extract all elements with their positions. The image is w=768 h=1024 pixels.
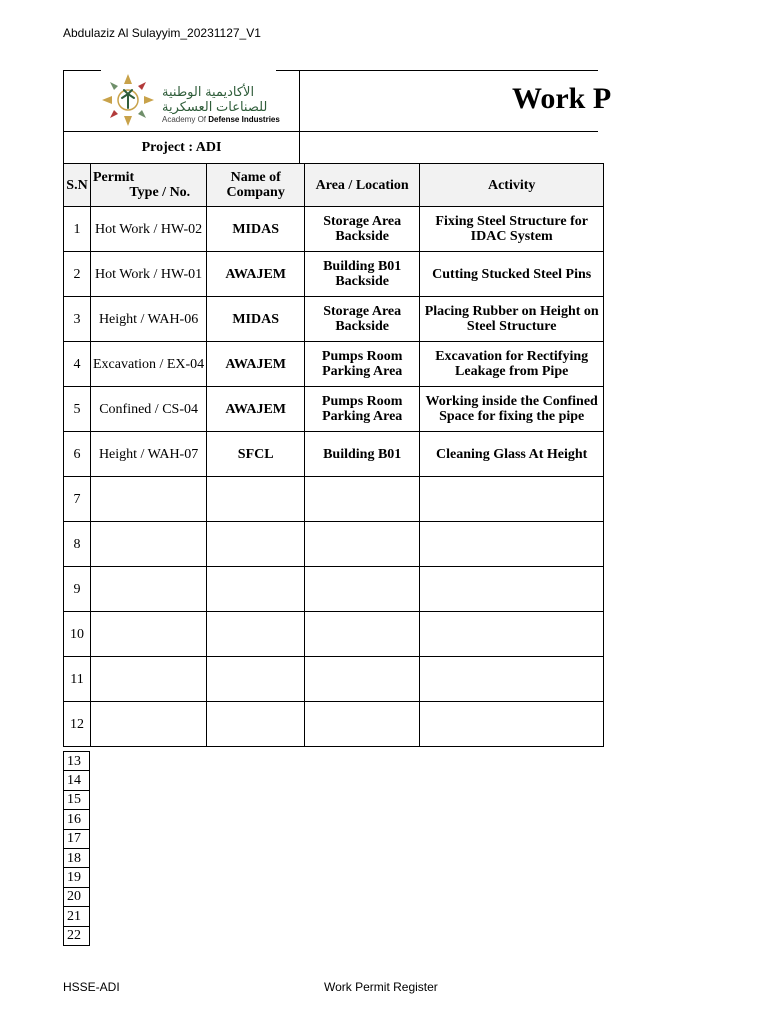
- table-row: [64, 522, 604, 567]
- cell-company: [207, 657, 305, 702]
- cell-activity: [420, 657, 604, 702]
- cell-area: [305, 567, 420, 612]
- cell-activity: Excavation for Rectifying Leakage from Pipe: [420, 342, 604, 387]
- cell-activity: Cleaning Glass At Height: [420, 432, 604, 477]
- cell-sn: 16: [64, 810, 90, 829]
- cell-sn: 13: [64, 752, 90, 771]
- cell-permit: [91, 477, 207, 522]
- cell-sn: 19: [64, 868, 90, 887]
- extra-row: [64, 907, 90, 926]
- col-header-company: Name of Company: [207, 164, 305, 207]
- table-row: [64, 297, 604, 342]
- cell-sn: 11: [64, 657, 91, 702]
- extra-row: [64, 829, 90, 848]
- cell-company: AWAJEM: [207, 387, 305, 432]
- logo-english-prefix: Academy Of: [162, 115, 209, 124]
- col-header-activity: Activity: [420, 164, 604, 207]
- cell-activity: [420, 702, 604, 747]
- cell-activity: [420, 477, 604, 522]
- col-header-permit-line2: Type / No.: [129, 185, 191, 200]
- page-title: Work P: [512, 82, 612, 115]
- cell-company: [207, 702, 305, 747]
- cell-area: Building B01: [305, 432, 420, 477]
- cell-area: [305, 702, 420, 747]
- cell-permit: Excavation / EX-04: [91, 342, 207, 387]
- cell-sn: 20: [64, 887, 90, 906]
- table-row: [64, 342, 604, 387]
- cell-sn: 2: [64, 252, 91, 297]
- cell-permit: Hot Work / HW-02: [91, 207, 207, 252]
- col-header-area: Area / Location: [305, 164, 420, 207]
- cell-activity: Placing Rubber on Height on Steel Structure: [420, 297, 604, 342]
- cell-company: [207, 477, 305, 522]
- table-row: [64, 657, 604, 702]
- cell-activity: [420, 522, 604, 567]
- cell-permit: [91, 522, 207, 567]
- cell-company: MIDAS: [207, 207, 305, 252]
- frame-mid: [63, 131, 598, 132]
- cell-sn: 15: [64, 790, 90, 809]
- cell-permit: [91, 657, 207, 702]
- adi-logo-icon: [100, 72, 156, 128]
- table-row: [64, 612, 604, 657]
- table-row: [64, 432, 604, 477]
- col-header-sn: S.N: [64, 164, 91, 207]
- extra-row: [64, 790, 90, 809]
- cell-activity: Fixing Steel Structure for IDAC System: [420, 207, 604, 252]
- cell-company: AWAJEM: [207, 252, 305, 297]
- cell-area: Pumps Room Parking Area: [305, 387, 420, 432]
- document-id: Abdulaziz Al Sulayyim_20231127_V1: [63, 26, 261, 40]
- extra-row: [64, 771, 90, 790]
- col-header-permit: [91, 164, 207, 207]
- table-row: [64, 567, 604, 612]
- cell-sn: 5: [64, 387, 91, 432]
- extra-row: [64, 868, 90, 887]
- cell-activity: [420, 567, 604, 612]
- table-row: [64, 387, 604, 432]
- cell-area: Pumps Room Parking Area: [305, 342, 420, 387]
- cell-permit: Confined / CS-04: [91, 387, 207, 432]
- extra-row: [64, 926, 90, 945]
- cell-sn: 18: [64, 848, 90, 867]
- cell-permit: Hot Work / HW-01: [91, 252, 207, 297]
- logo-english: [162, 115, 280, 124]
- extra-row: [64, 887, 90, 906]
- cell-permit: [91, 702, 207, 747]
- cell-area: [305, 477, 420, 522]
- cell-sn: 22: [64, 926, 90, 945]
- cell-activity: Cutting Stucked Steel Pins: [420, 252, 604, 297]
- table-header-row: [64, 164, 604, 207]
- cell-sn: 10: [64, 612, 91, 657]
- cell-sn: 1: [64, 207, 91, 252]
- cell-sn: 12: [64, 702, 91, 747]
- cell-permit: [91, 612, 207, 657]
- cell-company: [207, 522, 305, 567]
- cell-sn: 4: [64, 342, 91, 387]
- cell-area: [305, 522, 420, 567]
- cell-sn: 6: [64, 432, 91, 477]
- extra-rows-table: [63, 751, 90, 946]
- frame-top-left: [63, 70, 101, 71]
- permit-register-table: [63, 163, 604, 747]
- table-row: [64, 252, 604, 297]
- cell-company: [207, 567, 305, 612]
- cell-activity: Working inside the Confined Space for fixing the pipe: [420, 387, 604, 432]
- extra-row: [64, 752, 90, 771]
- frame-top-right: [276, 70, 598, 71]
- cell-company: AWAJEM: [207, 342, 305, 387]
- cell-area: Storage Area Backside: [305, 297, 420, 342]
- logo-english-bold: Defense Industries: [208, 115, 280, 124]
- footer-left: HSSE-ADI: [63, 980, 120, 994]
- col-header-permit-line1: Permit: [93, 170, 135, 185]
- extra-row: [64, 848, 90, 867]
- table-row: [64, 477, 604, 522]
- cell-sn: 8: [64, 522, 91, 567]
- cell-sn: 17: [64, 829, 90, 848]
- cell-sn: 14: [64, 771, 90, 790]
- project-label: Project : ADI: [141, 140, 222, 155]
- footer-center: Work Permit Register: [324, 980, 438, 994]
- cell-company: MIDAS: [207, 297, 305, 342]
- cell-company: [207, 612, 305, 657]
- table-row: [64, 207, 604, 252]
- cell-area: [305, 612, 420, 657]
- cell-permit: Height / WAH-06: [91, 297, 207, 342]
- cell-area: [305, 657, 420, 702]
- cell-area: Building B01 Backside: [305, 252, 420, 297]
- cell-activity: [420, 612, 604, 657]
- cell-permit: [91, 567, 207, 612]
- cell-sn: 7: [64, 477, 91, 522]
- logo-arabic-line1: الأكاديمية الوطنية: [162, 84, 255, 99]
- cell-area: Storage Area Backside: [305, 207, 420, 252]
- logo-arabic-line2: للصناعات العسكرية: [162, 99, 268, 114]
- cell-sn: 9: [64, 567, 91, 612]
- cell-permit: Height / WAH-07: [91, 432, 207, 477]
- cell-sn: 3: [64, 297, 91, 342]
- cell-company: SFCL: [207, 432, 305, 477]
- cell-sn: 21: [64, 907, 90, 926]
- extra-row: [64, 810, 90, 829]
- table-row: [64, 702, 604, 747]
